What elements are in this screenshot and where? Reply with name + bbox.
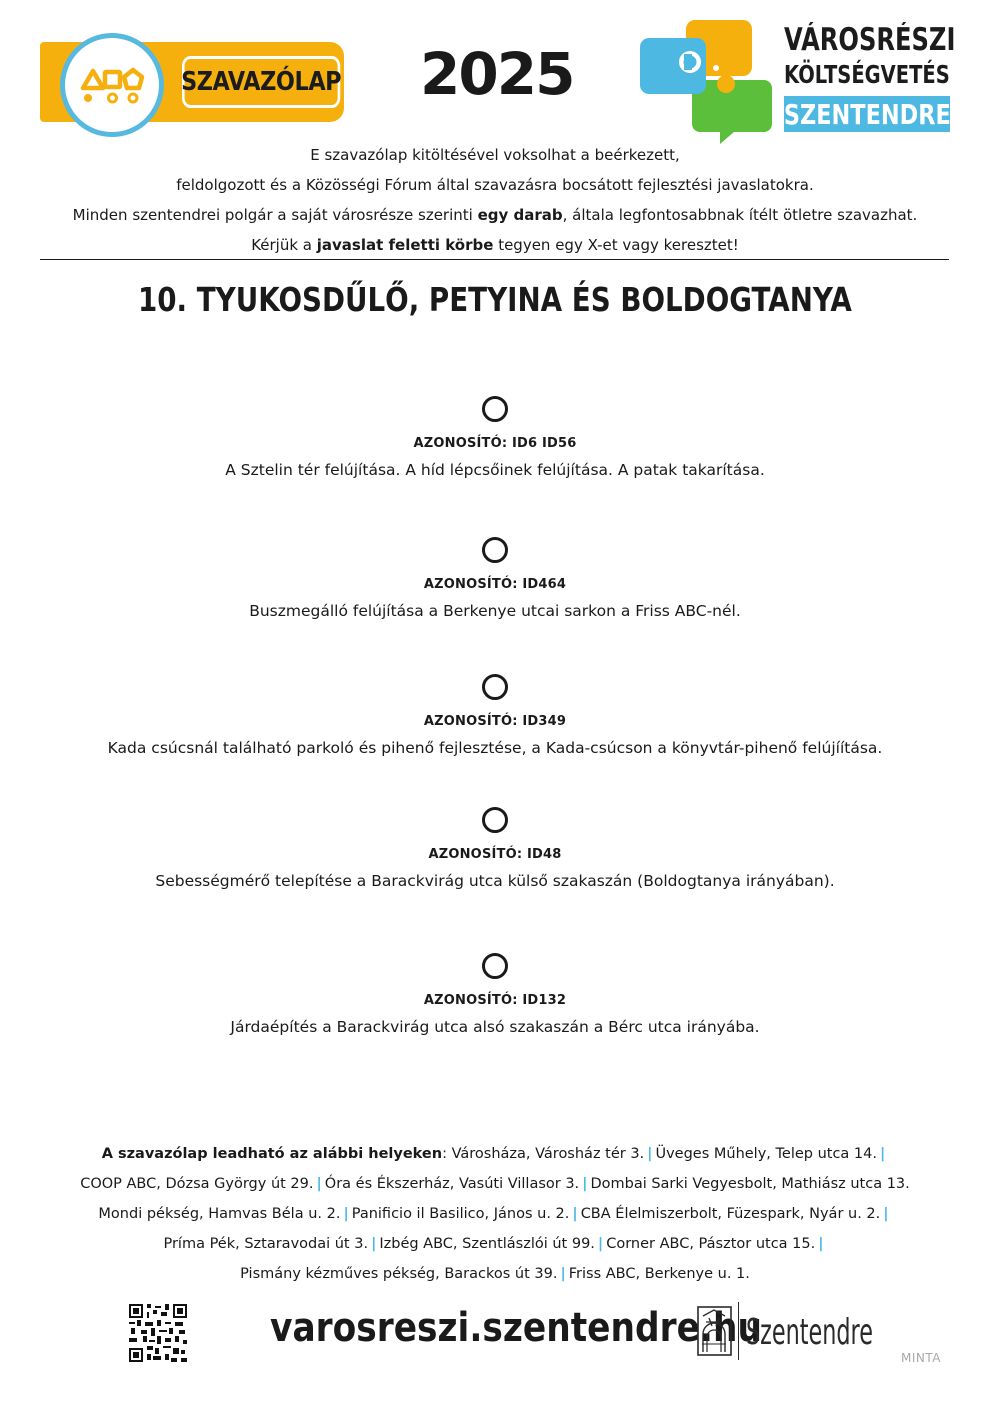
intro-line-4-a: Kérjük a bbox=[251, 236, 317, 254]
separator: | bbox=[572, 1206, 578, 1222]
intro-line-3 bbox=[40, 200, 950, 230]
places-lead: A szavazólap leadható az alábbi helyeken bbox=[101, 1146, 443, 1162]
proposal-3 bbox=[40, 674, 950, 757]
separator: | bbox=[818, 1236, 824, 1252]
separator: | bbox=[883, 1206, 889, 1222]
intro-line-3-c: , általa legfontosabbnak ítélt ötletre szavazhat. bbox=[562, 206, 918, 224]
separator: | bbox=[582, 1176, 588, 1192]
separator: | bbox=[343, 1206, 349, 1222]
website-url[interactable] bbox=[230, 1305, 762, 1351]
separator: | bbox=[647, 1146, 653, 1162]
place: Óra és Ékszerház, Vasúti Villasor 3. bbox=[324, 1176, 580, 1192]
proposal-description: Buszmegálló felújítása a Berkenye utcai sarkon a Friss ABC-nél. bbox=[249, 602, 741, 620]
vote-circle-1[interactable] bbox=[482, 396, 508, 422]
intro-line-4-bold: javaslat feletti körbe bbox=[316, 236, 494, 254]
proposal-id: AZONOSÍTÓ: ID48 bbox=[428, 847, 562, 862]
divider bbox=[40, 259, 949, 260]
qr-code-icon[interactable] bbox=[129, 1304, 187, 1362]
district-title bbox=[40, 280, 949, 319]
separator: | bbox=[880, 1146, 886, 1162]
intro-line-3-a: Minden szentendrei polgár a saját városrésze szerinti bbox=[72, 206, 478, 224]
place: Friss ABC, Berkenye u. 1. bbox=[568, 1266, 750, 1282]
logo-divider bbox=[738, 1302, 739, 1360]
place: Pismány kézműves pékség, Barackos út 39. bbox=[240, 1266, 558, 1282]
proposal-4 bbox=[40, 807, 950, 890]
place: Mondi pékség, Hamvas Béla u. 2. bbox=[98, 1206, 341, 1222]
city-crest-icon bbox=[697, 1304, 739, 1358]
city-wordmark bbox=[746, 1312, 951, 1353]
vote-circle-2[interactable] bbox=[482, 537, 508, 563]
place: CBA Élelmiszerbolt, Füzespark, Nyár u. 2. bbox=[580, 1206, 881, 1222]
shapes-logo bbox=[60, 33, 164, 137]
proposal-2 bbox=[40, 537, 950, 620]
intro-line-1: E szavazólap kitöltésével voksolhat a beérkezett, bbox=[310, 146, 680, 164]
places-line-2 bbox=[40, 1169, 950, 1199]
place: Városháza, Városház tér 3. bbox=[451, 1146, 645, 1162]
separator: | bbox=[560, 1266, 566, 1282]
proposal-id: AZONOSÍTÓ: ID6 ID56 bbox=[413, 436, 577, 451]
logo-city-label: SZENTENDRE bbox=[783, 97, 951, 131]
logo-title-line2: KÖLTSÉGVETÉS bbox=[784, 60, 950, 89]
proposal-id: AZONOSÍTÓ: ID464 bbox=[423, 577, 567, 592]
city-wordmark-text: Szentendre bbox=[746, 1312, 873, 1353]
shapes-icon bbox=[65, 38, 159, 132]
vote-circle-4[interactable] bbox=[482, 807, 508, 833]
puzzle-logo-icon bbox=[638, 18, 774, 146]
separator: | bbox=[597, 1236, 604, 1252]
places-line-1: A szavazólap leadható az alábbi helyeken: Városháza, Városház tér 3. | Üveges Műhely, Telep utca 14. | bbox=[101, 1146, 886, 1162]
proposal-5 bbox=[40, 953, 950, 1036]
places-line-5 bbox=[40, 1259, 950, 1289]
sample-watermark: MINTA bbox=[901, 1351, 941, 1365]
separator: | bbox=[316, 1176, 322, 1192]
intro-line-4-c: tegyen egy X-et vagy keresztet! bbox=[493, 236, 739, 254]
place: Izbég ABC, Szentlászlói út 99. bbox=[379, 1236, 595, 1252]
proposal-description: Kada csúcsnál található parkoló és pihenő fejlesztése, a Kada-csúcson a könyvtár-pihenő felújíítása. bbox=[107, 739, 883, 757]
proposal-1 bbox=[40, 396, 950, 479]
proposal-description: A Sztelin tér felújítása. A híd lépcsőinek felújítása. A patak takarítása. bbox=[225, 461, 765, 479]
website-url-text[interactable]: varosreszi.szentendre.hu bbox=[270, 1305, 762, 1351]
proposal-id: AZONOSÍTÓ: ID349 bbox=[423, 714, 567, 729]
place: Dombai Sarki Vegyesbolt, Mathiász utca 13. bbox=[590, 1176, 910, 1192]
intro-line-2: feldolgozott és a Közösségi Fórum által szavazásra bocsátott fejlesztési javaslatokra. bbox=[176, 176, 814, 194]
place: COOP ABC, Dózsa György út 29. bbox=[80, 1176, 314, 1192]
ballot-badge-label: SZAVAZÓLAP bbox=[182, 56, 340, 108]
place: Üveges Műhely, Telep utca 14. bbox=[655, 1146, 877, 1162]
intro-text bbox=[40, 140, 950, 260]
place: Príma Pék, Sztaravodai út 3. bbox=[163, 1236, 369, 1252]
separator: | bbox=[371, 1236, 377, 1252]
logo-title-line1: VÁROSRÉSZI bbox=[784, 22, 956, 58]
place: Corner ABC, Pásztor utca 15. bbox=[606, 1236, 816, 1252]
proposal-description: Sebességmérő telepítése a Barackvirág utca külső szakaszán (Boldogtanya irányában). bbox=[155, 872, 835, 890]
proposal-id: AZONOSÍTÓ: ID132 bbox=[423, 993, 567, 1008]
place: Panificio il Basilico, János u. 2. bbox=[351, 1206, 570, 1222]
intro-line-3-bold: egy darab bbox=[477, 206, 563, 224]
district-title-text: 10. TYUKOSDŰLŐ, PETYINA ÉS BOLDOGTANYA bbox=[137, 280, 852, 319]
proposal-description: Járdaépítés a Barackvirág utca alsó szakaszán a Bérc utca irányába. bbox=[230, 1018, 760, 1036]
places-line-3 bbox=[40, 1199, 950, 1229]
logo-city-banner bbox=[784, 96, 950, 132]
vote-circle-3[interactable] bbox=[482, 674, 508, 700]
intro-line-4 bbox=[40, 230, 950, 260]
ballot-year: 2025 bbox=[420, 40, 574, 108]
drop-off-locations bbox=[40, 1139, 950, 1289]
vote-circle-5[interactable] bbox=[482, 953, 508, 979]
places-line-4 bbox=[40, 1229, 950, 1259]
